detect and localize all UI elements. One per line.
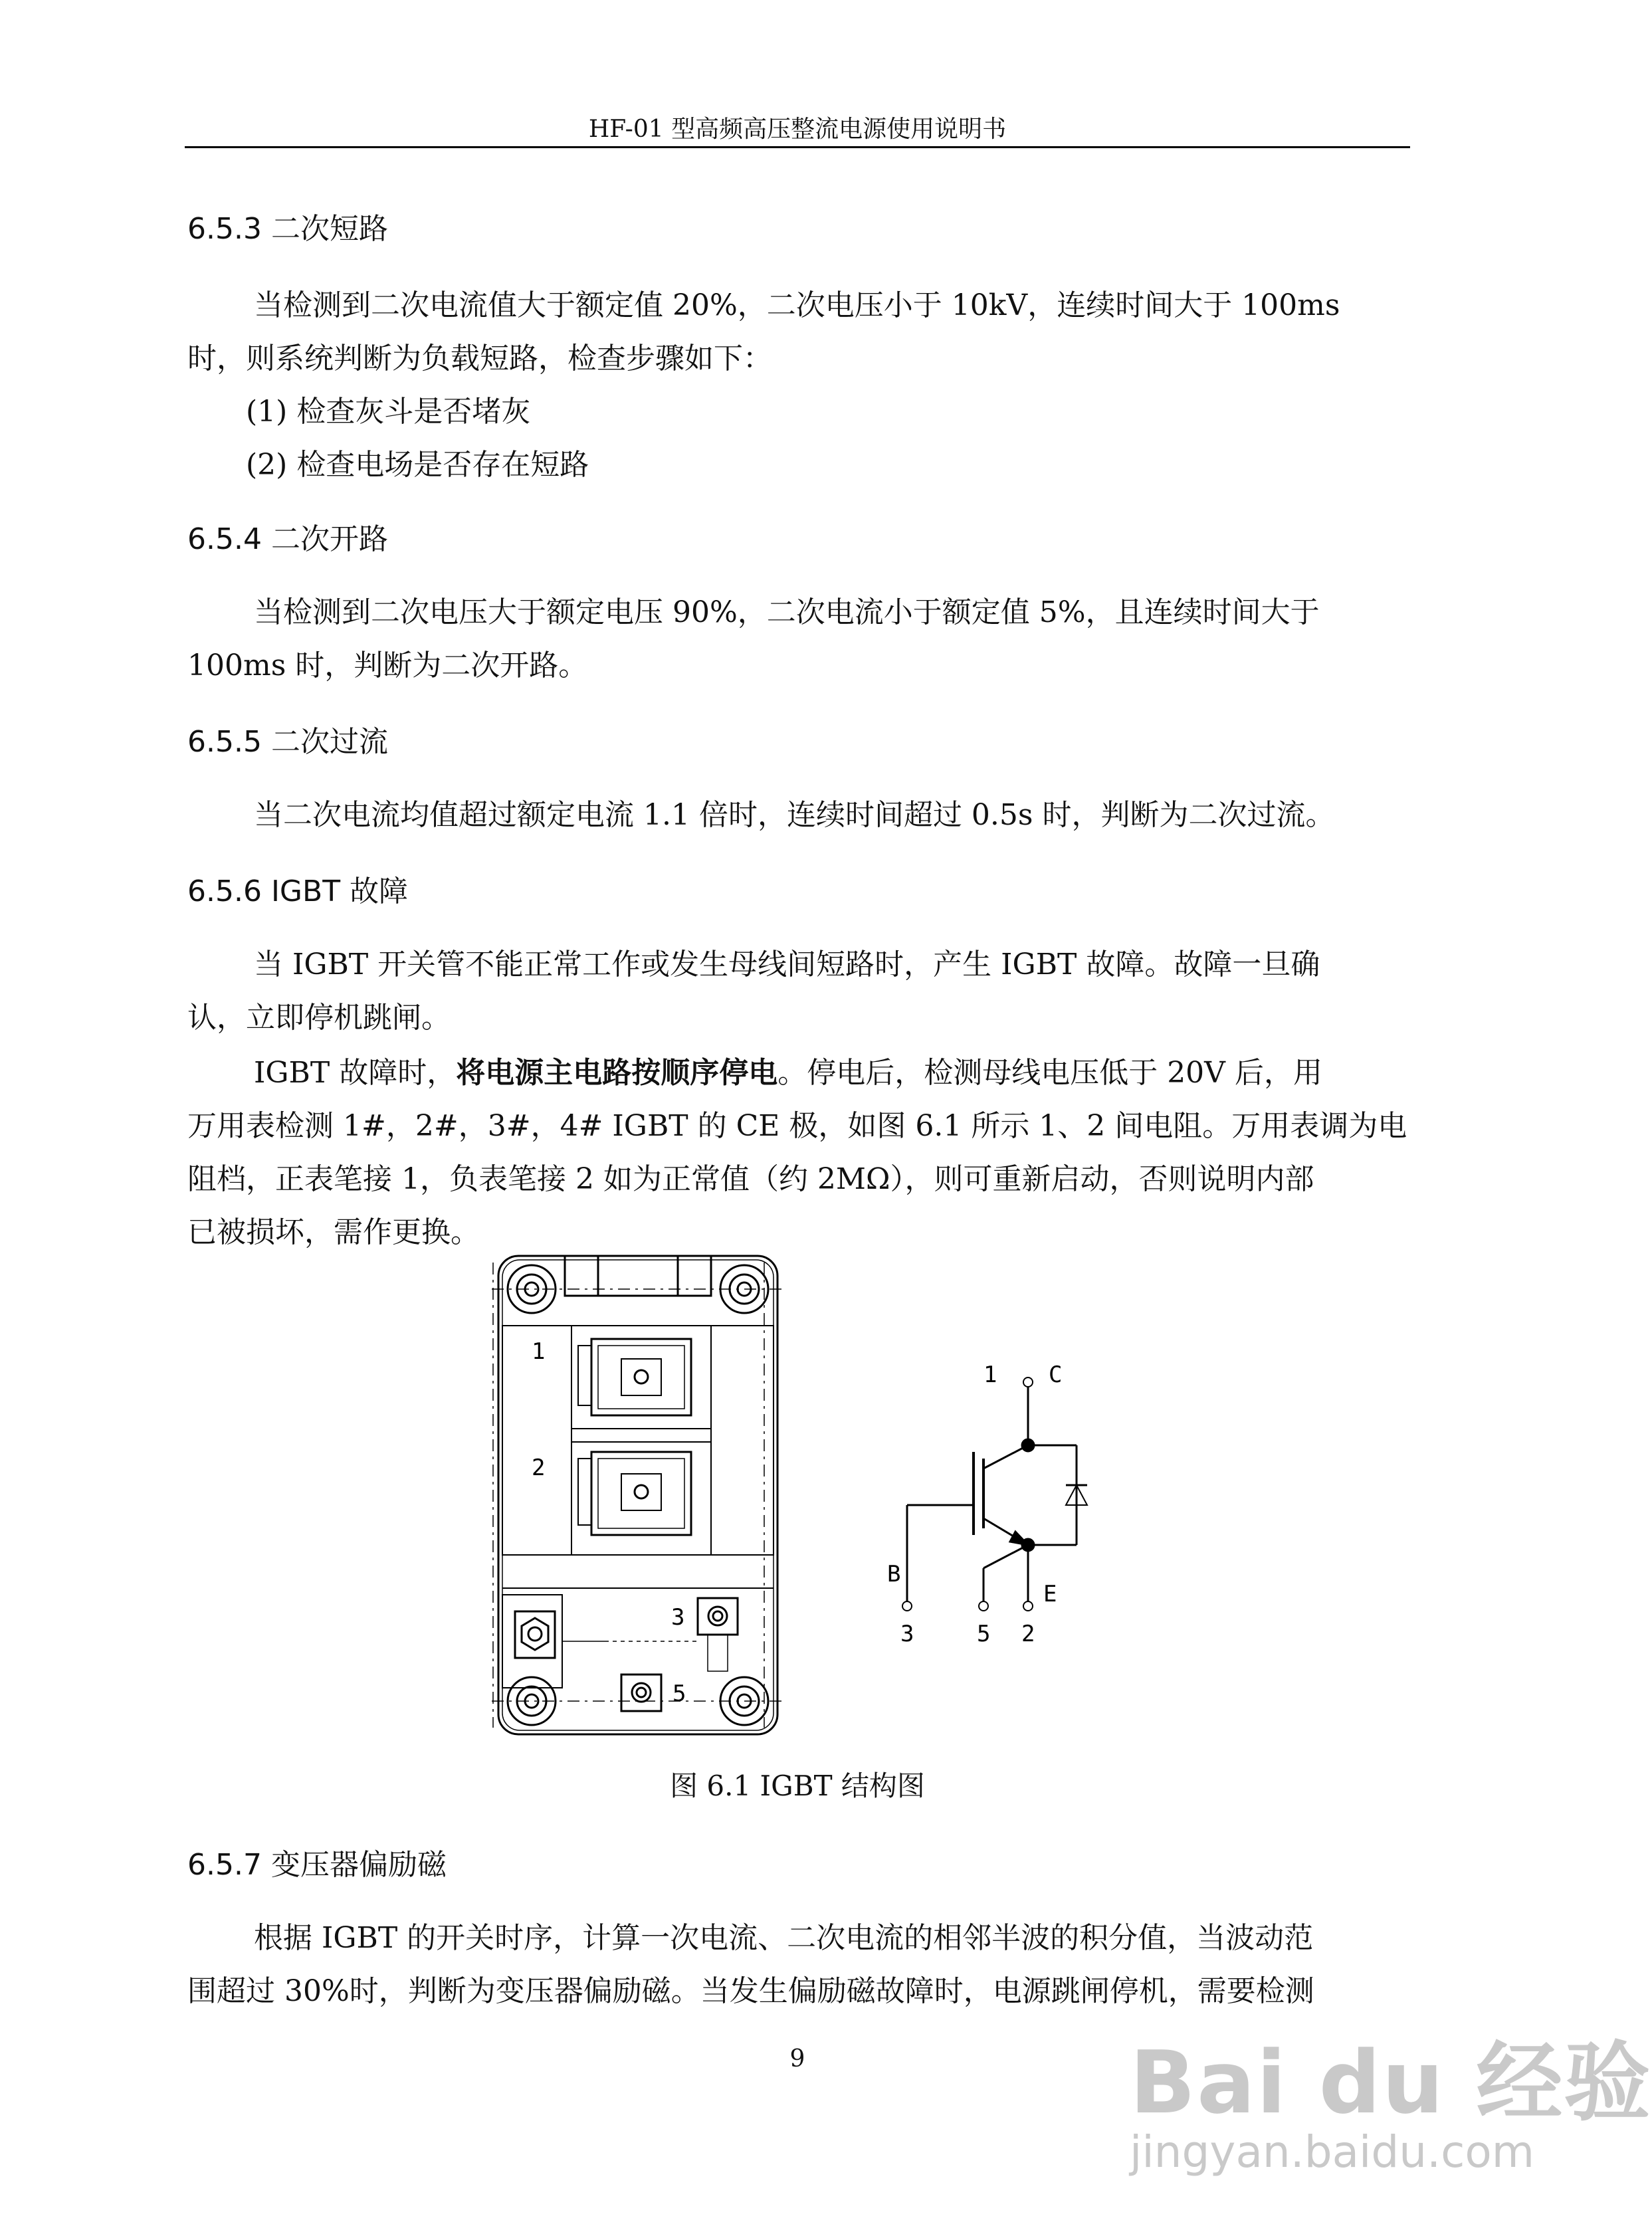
module-outline [498, 1256, 777, 1734]
terminal-3 [698, 1598, 738, 1635]
figure-caption: 图 6.1 IGBT 结构图 [670, 1770, 925, 1802]
symbol-label-1: 1 [983, 1362, 997, 1388]
watermark-url: jingyan.baidu.com [1130, 2126, 1535, 2178]
watermark-logo: Bai du 经验 [1130, 2032, 1652, 2133]
page-number: 9 [789, 2045, 805, 2073]
igbt-module-drawing [492, 1256, 784, 1734]
emphasis-text: 将电源主电路按顺序停电 [456, 1056, 778, 1090]
paragraph-line: 根据 IGBT 的开关时序，计算一次电流、二次电流的相邻半波的积分值，当波动范 [254, 1921, 1314, 1955]
section-heading-6-5-3: 6.5.3 二次短路 [187, 212, 388, 246]
paragraph-line: 认，立即停机跳闸。 [187, 1001, 451, 1035]
list-item: (1) 检查灰斗是否堵灰 [246, 395, 531, 429]
paragraph-line: 当检测到二次电压大于额定电压 90%，二次电流小于额定值 5%，且连续时间大于 [254, 595, 1320, 629]
section-heading-6-5-7: 6.5.7 变压器偏励磁 [187, 1848, 447, 1882]
page-header: HF-01 型高频高压整流电源使用说明书 [588, 116, 1007, 143]
paragraph-line: 当 IGBT 开关管不能正常工作或发生母线间短路时，产生 IGBT 故障。故障一旦确 [254, 948, 1320, 981]
paragraph-line: 当检测到二次电流值大于额定值 20%，二次电压小于 10kV，连续时间大于 100ms [254, 288, 1340, 322]
paragraph-line: 时，则系统判断为负载短路，检查步骤如下： [187, 342, 772, 375]
list-item: (2) 检查电场是否存在短路 [246, 448, 589, 482]
text-run: 。停电后，检测母线电压低于 20V 后，用 [777, 1056, 1322, 1090]
module-label-2: 2 [532, 1455, 546, 1481]
paragraph-line: 当二次电流均值超过额定电流 1.1 倍时，连续时间超过 0.5s 时，判断为二次过流。 [254, 798, 1335, 832]
igbt-symbol [902, 1377, 1087, 1611]
paragraph-line: 阻档，正表笔接 1，负表笔接 2 如为正常值（约 2MΩ），则可重新启动，否则说明内部 [187, 1162, 1314, 1196]
paragraph-line: 万用表检测 1#，2#，3#，4# IGBT 的 CE 极，如图 6.1 所示 1、2 间电阻。万用表调为电 [187, 1109, 1407, 1143]
module-label-1: 1 [532, 1338, 546, 1365]
symbol-label-e: E [1043, 1581, 1057, 1607]
terminal-5 [621, 1675, 661, 1711]
symbol-label-2: 2 [1021, 1621, 1035, 1647]
section-heading-6-5-6: 6.5.6 IGBT 故障 [187, 874, 409, 908]
symbol-label-5: 5 [977, 1621, 991, 1647]
section-heading-6-5-5: 6.5.5 二次过流 [187, 725, 388, 759]
paragraph-line: 已被损坏，需作更换。 [187, 1215, 480, 1249]
module-label-3: 3 [671, 1604, 685, 1631]
igbt-figure [478, 1249, 1116, 1741]
symbol-label-3: 3 [900, 1621, 914, 1647]
paragraph-line: 围超过 30%时，判断为变压器偏励磁。当发生偏励磁故障时，电源跳闸停机，需要检测 [187, 1974, 1314, 2008]
section-heading-6-5-4: 6.5.4 二次开路 [187, 522, 388, 556]
terminal-1 [591, 1339, 691, 1415]
terminal-2 [591, 1452, 691, 1535]
symbol-label-b: B [887, 1561, 901, 1587]
paragraph-line: 100ms 时，判断为二次开路。 [187, 649, 588, 682]
paragraph-line [254, 1049, 1322, 1091]
text-run: IGBT 故障时， [254, 1056, 457, 1090]
header-rule [185, 146, 1410, 148]
symbol-label-c: C [1049, 1362, 1063, 1388]
module-label-5: 5 [672, 1680, 686, 1707]
